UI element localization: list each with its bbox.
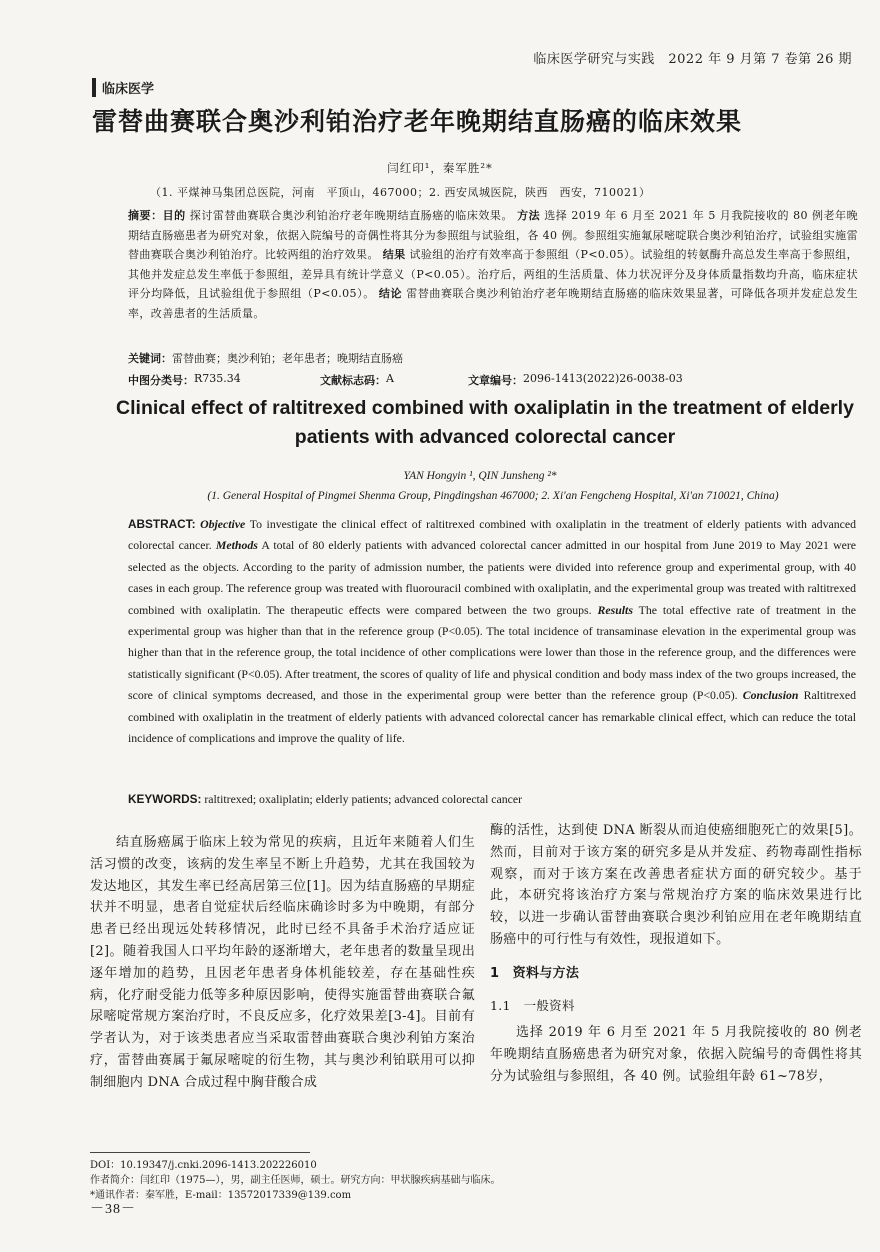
- intro-paragraph-continued: 酶的活性，达到使 DNA 断裂从而迫使癌细胞死亡的效果[5]。然而，目前对于该方案的研究多是从并发症、药物毒副性指标观察，而对于该方案在改善患者症状方面的研究较少。基于此，本研究将该治疗方案与常规治疗方案的临床效果进行比较，以进一步确认雷替曲赛联合奥沙利铂应用在老年晚期结直肠癌中的可行性与有效性，现报道如下。: [490, 823, 862, 947]
- english-abstract: [128, 514, 856, 749]
- article-no-label: 文章编号：: [468, 374, 523, 387]
- body-left-column: [90, 832, 475, 1094]
- conclusion-text: 雷替曲赛联合奥沙利铂治疗老年晚期结直肠癌的临床效果显著，可降低各项并发症总发生率，改善患者的生活质量。: [128, 287, 858, 320]
- chinese-authors: 闫红印¹，秦军胜²*: [387, 161, 493, 175]
- chinese-keywords: [128, 350, 858, 366]
- body-right-column: [490, 820, 862, 1088]
- english-authors: YAN Hongyin ¹, QIN Junsheng ²*: [403, 470, 557, 482]
- keywords-text: 雷替曲赛；奥沙利铂；老年患者；晚期结直肠癌: [172, 352, 403, 365]
- page-number: －38－: [90, 1202, 136, 1217]
- en-methods-text: A total of 80 elderly patients with advanced colorectal cancer admitted in our hospital from June 2019 to May 2021 were selected as the objects. According to the parity of admission number, the patients were divided into reference group and experimental group, with 40 cases in each group. The reference group was treated with fluorouracil combined with oxaliplatin, and the experimental group was treated with raltitrexed combined with oxaliplatin. The therapeutic effects were compared between the two groups.: [128, 538, 856, 617]
- methods-text: 选择 2019 年 6 月至 2021 年 5 月我院接收的 80 例老年晚期结直肠癌患者为研究对象，依据入院编号的奇偶性将其分为参照组与试验组，各 40 例。参照组实施氟尿嘧啶联合奥沙利铂治疗，试验组实施雷替曲赛联合奥沙利铂治疗。比较两组的治疗效果。: [128, 209, 858, 261]
- intro-paragraph: 结直肠癌属于临床上较为常见的疾病，且近年来随着人们生活习惯的改变，该病的发生率呈不断上升趋势，尤其在我国较为发达地区，其发生率已经高居第三位[1]。因为结直肠癌的早期症状并不明显，患者自觉症状后经临床确诊时多为中晚期，有部分患者已经出现远处转移情况，此时已经不具备手术治疗适应证[2]。随着我国人口平均年龄的逐渐增大，老年患者的数量呈现出逐年增加的趋势，且因老年患者身体机能较差，存在基础性疾病，化疗耐受能力低等多种原因影响，使得实施雷替曲赛联合氟尿嘧啶常规方案治疗时，不良反应多，化疗效果差[3-4]。目前有学者认为，对于该类患者应当采取雷替曲赛联合奥沙利铂方案治疗，雷替曲赛属于氟尿嘧啶的衍生物，其与奥沙利铂联用可以抑制细胞内 DNA 合成过程中胸苷酸合成: [90, 835, 475, 1090]
- en-objective-label: Objective: [200, 517, 246, 531]
- conclusion-label: 结论: [378, 287, 403, 300]
- doc-code-label: 文献标志码：: [320, 374, 386, 387]
- en-keywords-label: KEYWORDS:: [128, 792, 202, 806]
- author-intro-line: 作者简介：闫红印（1975—），男，副主任医师，硕士。研究方向：甲状腺疾病基础与临床。: [90, 1175, 501, 1186]
- en-conclusion-text: Raltitrexed combined with oxaliplatin in the treatment of elderly patients with advanced colorectal cancer has remarkable clinical effect, which can reduce the total incidence of complications and improve the quality of life.: [128, 688, 856, 746]
- en-objective-text: To investigate the clinical effect of raltitrexed combined with oxaliplatin in the treatment of elderly patients with advanced colorectal cancer.: [128, 517, 856, 553]
- doc-code-value: A: [386, 372, 394, 385]
- en-results-label: Results: [597, 602, 633, 617]
- subsection-heading: 1.1 一般资料: [490, 997, 575, 1013]
- en-conclusion-label: Conclusion: [742, 688, 799, 703]
- objective-label: 目的: [162, 209, 186, 222]
- methods-label: 方法: [517, 209, 541, 222]
- english-affiliation: (1. General Hospital of Pingmei Shenma Group, Pingdingshan 467000; 2. Xi'an Fengcheng Hospital, Xi'an 710021, China): [207, 490, 779, 502]
- en-methods-label: Methods: [215, 538, 258, 553]
- keywords-label: 关键词：: [128, 352, 172, 365]
- chinese-title: 雷替曲赛联合奥沙利铂治疗老年晚期结直肠癌的临床效果: [92, 107, 743, 136]
- section-heading: 1 资料与方法: [490, 965, 580, 981]
- en-results-text: The total effective rate of treatment in the experimental group was higher than that in the reference group (P<0.05). The total incidence of transaminase elevation in the experimental group was higher than that in the reference group, the total incidence of other complications were lower than those in the reference group, and the differences were statistically significant (P<0.05). After treatment, the scores of quality of life and physical condition and body mass index of the two groups increased, the score of clinical symptoms decreased, and those in the experimental group were better than the reference group (P<0.05).: [128, 602, 856, 703]
- results-label: 结果: [382, 248, 406, 261]
- general-data-paragraph: 选择 2019 年 6 月至 2021 年 5 月我院接收的 80 例老年晚期结直肠癌患者为研究对象，依据入院编号的奇偶性将其分为试验组与参照组，各 40 例。试验组年龄 61~78岁，: [490, 1025, 862, 1084]
- footnote-divider: [90, 1152, 310, 1153]
- section-tag: 临床医学: [92, 78, 154, 97]
- doi-line: DOI：10.19347/j.cnki.2096-1413.202226010: [90, 1160, 317, 1171]
- objective-text: 探讨雷替曲赛联合奥沙利铂治疗老年晚期结直肠癌的临床效果。: [189, 209, 514, 222]
- clc-value: R735.34: [194, 372, 241, 385]
- corresponding-author-line: *通讯作者：秦军胜，E-mail：13572017339@139.com: [90, 1190, 352, 1201]
- en-abstract-label: ABSTRACT:: [128, 517, 196, 531]
- english-keywords: [128, 792, 856, 807]
- journal-header: 临床医学研究与实践 2022 年 9 月第 7 卷第 26 期: [533, 52, 852, 67]
- footnotes: [90, 1158, 690, 1203]
- en-keywords-text: raltitrexed; oxaliplatin; elderly patients; advanced colorectal cancer: [204, 792, 523, 806]
- article-no-value: 2096-1413(2022)26-0038-03: [523, 372, 683, 385]
- abstract-label: 摘要：: [128, 209, 163, 222]
- results-text: 试验组的治疗有效率高于参照组（P<0.05）。试验组的转氨酶升高总发生率高于参照组，其他并发症总发生率低于参照组，差异具有统计学意义（P<0.05）。治疗后，两组的生活质量、体力状况评分及身体质量指数均升高，临床症状评分均降低，且试验组优于参照组（P<0.05）。: [128, 248, 858, 300]
- chinese-abstract: [128, 206, 858, 323]
- clc-label: 中图分类号：: [128, 374, 194, 387]
- chinese-affiliation: （1. 平煤神马集团总医院，河南 平顶山，467000；2. 西安凤城医院，陕西 西安，710021）: [150, 186, 651, 199]
- english-title: Clinical effect of raltitrexed combined with oxaliplatin in the treatment of elderly patients with advanced colorectal cancer: [116, 397, 854, 448]
